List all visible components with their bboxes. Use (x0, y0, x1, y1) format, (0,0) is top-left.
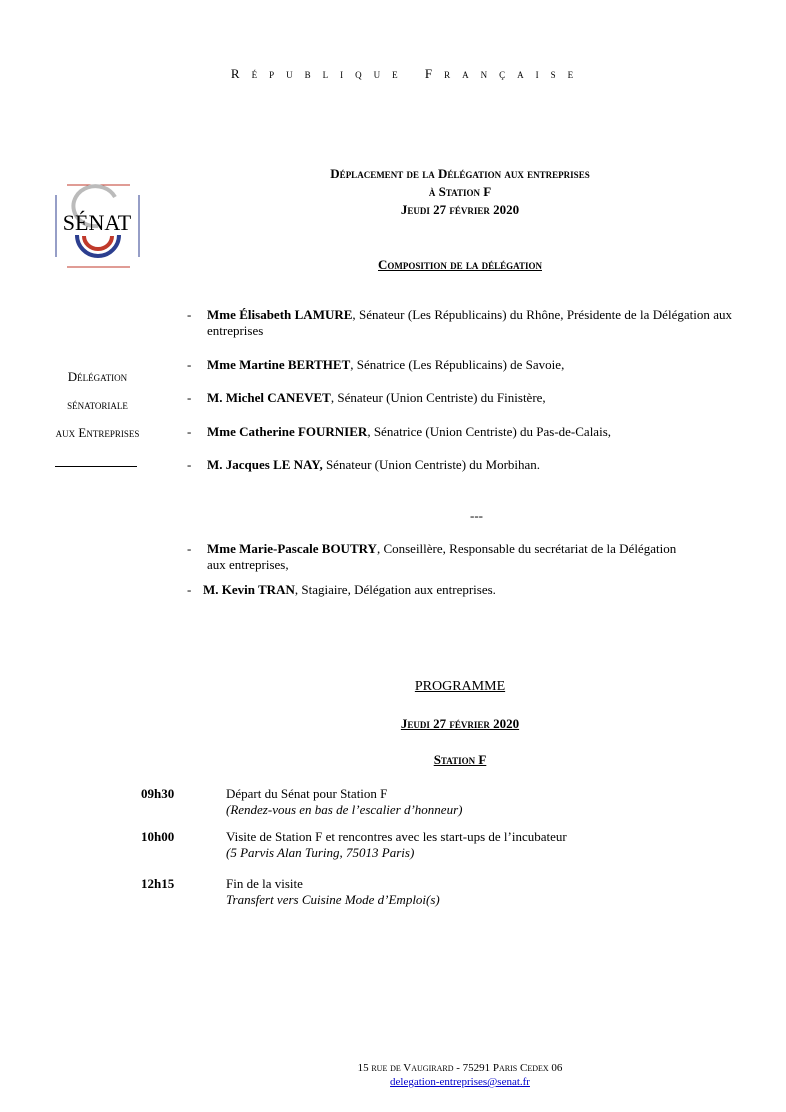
footer-email-link[interactable]: delegation-entreprises@senat.fr (390, 1076, 530, 1088)
composition-heading: Composition de la délégation (378, 257, 542, 272)
sidebar-line: Délégation (67, 369, 128, 384)
sidebar-line: sénatoriale (67, 397, 128, 412)
title-line: Jeudi 27 février 2020 (400, 202, 520, 217)
sidebar-delegation (40, 363, 155, 447)
staff-item: - Mme Marie-Pascale BOUTRY, Conseillère, Responsable du secrétariat de la Délégation aux entreprises, (187, 541, 677, 572)
document-title (230, 165, 690, 219)
member-item: - Mme Martine BERTHET, Sénatrice (Les Républicains) de Savoie, (187, 357, 565, 372)
senat-logo (55, 183, 140, 269)
staff-item: - M. Kevin TRAN, Stagiaire, Délégation aux entreprises. (187, 582, 496, 597)
separator: --- (470, 508, 483, 523)
programme-place: Station F (433, 752, 487, 767)
footer-address: 15 rue de Vaugirard - 75291 Paris Cedex 06 (357, 1062, 563, 1074)
sidebar-divider (55, 466, 137, 467)
programme-entry: Visite de Station F et rencontres avec les start-ups de l’incubateur (5 Parvis Alan Turing, 75013 Paris) (226, 829, 567, 860)
senat-logo-icon (55, 183, 140, 269)
programme-time: 10h00 (141, 829, 175, 844)
member-item: - Mme Catherine FOURNIER, Sénatrice (Union Centriste) du Pas-de-Calais, (187, 424, 611, 439)
member-item: - Mme Élisabeth LAMURE, Sénateur (Les Républicains) du Rhône, Présidente de la Délégation aux entreprises (187, 307, 732, 338)
title-line: Déplacement de la Délégation aux entreprises (330, 166, 590, 181)
member-item: - M. Michel CANEVET, Sénateur (Union Centriste) du Finistère, (187, 390, 546, 405)
svg-text:SÉNAT: SÉNAT (62, 210, 132, 235)
sidebar-line: aux Entreprises (55, 425, 140, 440)
footer (300, 1061, 620, 1089)
programme-time: 12h15 (141, 876, 175, 891)
programme-entry: Fin de la visite Transfert vers Cuisine Mode d’Emploi(s) (226, 876, 440, 907)
programme-heading: PROGRAMME (414, 679, 506, 694)
title-line: à Station F (428, 184, 492, 199)
programme-date: Jeudi 27 février 2020 (400, 716, 520, 731)
republic-header: République Française (230, 66, 586, 81)
member-item: - M. Jacques LE NAY, Sénateur (Union Centriste) du Morbihan. (187, 457, 541, 472)
programme-entry: Départ du Sénat pour Station F (Rendez-vous en bas de l’escalier d’honneur) (226, 786, 463, 817)
programme-time: 09h30 (141, 786, 175, 801)
